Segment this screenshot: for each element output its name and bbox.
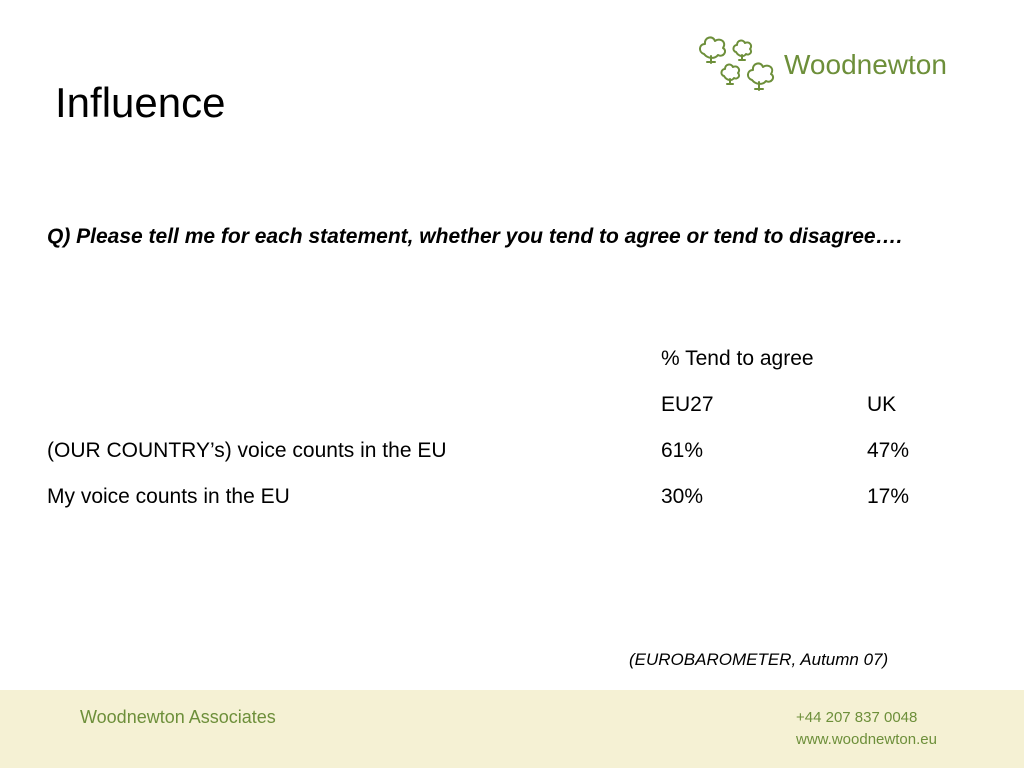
footer-bar: [0, 690, 1024, 768]
row-value-eu27: 61%: [661, 439, 704, 462]
woodnewton-logo: [696, 32, 976, 96]
logo-wordmark: Woodnewton: [784, 49, 947, 80]
row-statement: My voice counts in the EU: [47, 485, 290, 508]
slide-title: Influence: [55, 79, 226, 126]
row-value-uk: 47%: [867, 439, 910, 462]
row-value-eu27: 30%: [661, 485, 704, 508]
survey-question: Q) Please tell me for each statement, whether you tend to agree or tend to disagree….: [47, 225, 903, 248]
row-value-uk: 17%: [867, 485, 910, 508]
table-group-header: % Tend to agree: [661, 347, 814, 370]
source-citation: (EUROBAROMETER, Autumn 07): [629, 650, 889, 669]
footer-website: www.woodnewton.eu: [796, 731, 937, 748]
row-statement: (OUR COUNTRY’s) voice counts in the EU: [47, 439, 447, 462]
footer-phone: +44 207 837 0048: [796, 709, 918, 726]
column-header-uk: UK: [867, 393, 897, 416]
tree-cluster-icon: [696, 32, 778, 96]
column-header-eu27: EU27: [661, 393, 714, 416]
footer-company-name: Woodnewton Associates: [80, 707, 276, 727]
